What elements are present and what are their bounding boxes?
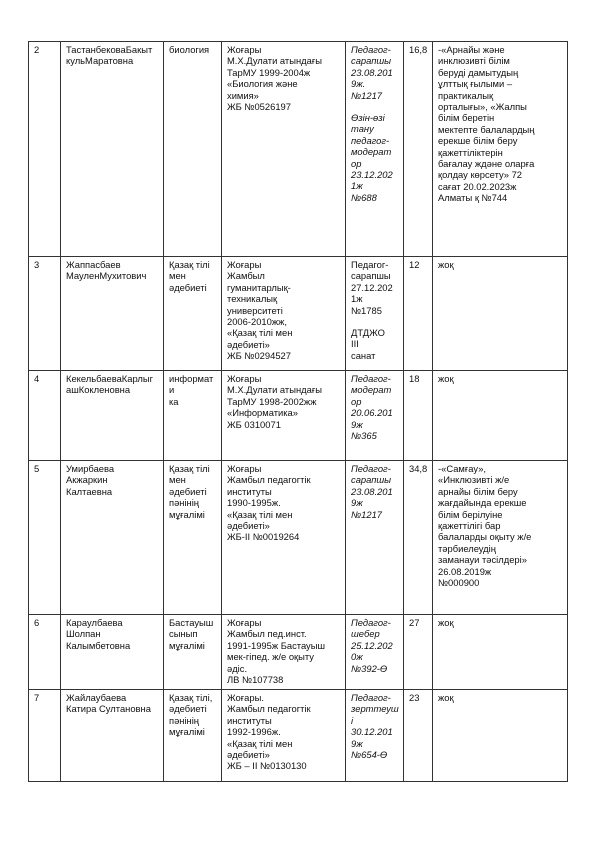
cell-line: пәнінің: [169, 714, 199, 726]
subject-cell: [164, 42, 222, 257]
category-cell: [346, 257, 404, 371]
cell-line: жоқ: [438, 617, 454, 628]
cell-line: Калымбетовна: [66, 639, 131, 651]
cell-line: Педагог-: [351, 463, 391, 474]
cell-line: жоқ: [438, 373, 454, 384]
table-row: [29, 257, 568, 371]
cell-line: химия»: [227, 89, 259, 101]
row-number-cell: 3: [29, 257, 61, 371]
subject-cell: [164, 615, 222, 690]
cell-line: санат: [351, 349, 376, 361]
cell-line: ТарМУ 1998-2002жж: [227, 395, 317, 407]
cell-line: ұлттық ғылыми –: [438, 78, 513, 90]
cell-line: мұғалімі: [169, 726, 205, 738]
category-gap: [351, 101, 399, 112]
cell-line: сарапшы: [351, 55, 392, 67]
cell-line: Жоғары: [227, 259, 262, 270]
cell-line: 1992-1996ж.: [227, 726, 281, 738]
cell-line: 1991-1995ж Бастауыш: [227, 639, 326, 651]
row-number-cell: 4: [29, 371, 61, 461]
cell-line: арнайы білім беру: [438, 485, 518, 497]
cell-line: Жоғары: [227, 44, 262, 55]
cell-line: әдебиеті»: [227, 338, 270, 350]
cell-line: ашКокленовна: [66, 384, 131, 396]
cell-line: «Информатика»: [227, 407, 298, 419]
courses-cell: [433, 615, 568, 690]
cell-line: әдебиеті»: [227, 749, 270, 761]
cell-line: Жоғары: [227, 463, 262, 474]
staff-table-body: [29, 42, 568, 782]
cell-line: Қазақ тілі,: [169, 692, 213, 703]
cell-line: Педагог-: [351, 373, 391, 384]
cell-line: гуманитарлық-: [227, 281, 291, 293]
cell-line: ЖБ – ІІ №0130130: [227, 760, 307, 772]
cell-line: Педагог-: [351, 692, 391, 703]
cell-line: №654-Ө: [351, 749, 388, 761]
row-number-cell: 7: [29, 690, 61, 782]
education-cell: [222, 690, 346, 782]
cell-line: ЖБ №0526197: [227, 101, 291, 113]
cell-line: білім берілуіне: [438, 508, 503, 520]
cell-line: 23.12.202: [351, 169, 393, 181]
cell-line: шебер: [351, 628, 380, 640]
cell-line: әдебиеті»: [227, 520, 270, 532]
cell-line: модерат: [351, 384, 392, 396]
category-cell: [346, 615, 404, 690]
cell-line: Жоғары: [227, 373, 262, 384]
cell-line: пәнінің: [169, 497, 199, 509]
cell-line: Катира Султановна: [66, 703, 151, 715]
table-row: [29, 615, 568, 690]
cell-line: «Қазақ тілі мен: [227, 737, 293, 749]
cell-line: техникалық: [227, 293, 278, 305]
cell-line: университеті: [227, 304, 283, 316]
row-number-cell: 5: [29, 461, 61, 615]
cell-line: Жамбыл педагогтік: [227, 703, 311, 715]
cell-line: педагог-: [351, 134, 390, 146]
cell-line: сағат 20.02.2023ж: [438, 180, 517, 192]
table-row: [29, 461, 568, 615]
cell-line: «Қазақ тілі мен: [227, 327, 293, 339]
cell-line: 1ж: [351, 293, 363, 305]
cell-line: білім беретін: [438, 112, 495, 124]
cell-line: КекельбаеваКарлыг: [66, 373, 154, 384]
cell-line: институты: [227, 714, 272, 726]
subject-cell: [164, 461, 222, 615]
table-row: [29, 42, 568, 257]
cell-line: Акжаркин: [66, 474, 108, 486]
cell-line: -«Арнайы және: [438, 44, 505, 55]
subject-cell: [164, 257, 222, 371]
cell-line: 23.08.201: [351, 66, 393, 78]
courses-cell: [433, 371, 568, 461]
table-row: [29, 690, 568, 782]
cell-line: 26.08.2019ж: [438, 565, 492, 577]
cell-line: орталығы», «Жалпы: [438, 101, 527, 113]
cell-line: №1217: [351, 508, 383, 520]
cell-line: ЛВ №107738: [227, 674, 284, 686]
cell-line: 27.12.202: [351, 281, 393, 293]
experience-cell: 23: [404, 690, 433, 782]
cell-line: инклюзивті білім: [438, 55, 510, 67]
teacher-name-cell: [61, 371, 164, 461]
cell-line: №1217: [351, 89, 383, 101]
experience-cell: 27: [404, 615, 433, 690]
cell-line: сынып: [169, 628, 198, 640]
teacher-name-cell: [61, 690, 164, 782]
teacher-name-cell: [61, 257, 164, 371]
cell-line: ТарМУ 1999-2004ж: [227, 66, 311, 78]
education-cell: [222, 461, 346, 615]
cell-line: №688: [351, 191, 377, 203]
category-cell: [346, 461, 404, 615]
cell-line: №1785: [351, 304, 382, 316]
cell-line: Жаппасбаев: [66, 259, 121, 270]
cell-line: қолдау көрсету» 72: [438, 169, 523, 181]
subject-cell: [164, 690, 222, 782]
cell-line: балаларды оқыту ж/е: [438, 531, 532, 543]
cell-line: «Биология және: [227, 78, 298, 90]
cell-line: мен: [169, 474, 186, 486]
cell-line: 23.08.201: [351, 485, 393, 497]
cell-line: сарапшы: [351, 474, 392, 486]
courses-cell: [433, 257, 568, 371]
cell-line: қажеттілігі бар: [438, 520, 501, 532]
cell-line: мен: [169, 270, 186, 282]
subject-cell: [164, 371, 222, 461]
cell-line: №000900: [438, 577, 480, 589]
cell-line: 1ж: [351, 180, 363, 192]
cell-line: Бастауыш: [169, 617, 214, 628]
cell-line: Жоғары: [227, 617, 262, 628]
cell-line: әдебиеті: [169, 485, 207, 497]
experience-cell: 12: [404, 257, 433, 371]
cell-line: мек-гіпед. ж/е оқыту: [227, 651, 314, 663]
cell-line: Педагог-: [351, 44, 391, 55]
cell-line: жағдайында ерекше: [438, 497, 527, 509]
cell-line: ерекше білім беру: [438, 135, 518, 147]
cell-line: ІІІ: [351, 338, 359, 350]
cell-line: Калтаевна: [66, 485, 113, 497]
table-row: [29, 371, 568, 461]
cell-line: ЖБ №0294527: [227, 350, 291, 362]
cell-line: 20.06.201: [351, 407, 393, 419]
cell-line: информати: [169, 373, 214, 396]
courses-cell: [433, 42, 568, 257]
cell-line: тану: [351, 123, 374, 135]
teacher-name-cell: [61, 615, 164, 690]
category-cell: [346, 42, 404, 257]
cell-line: модерат: [351, 146, 392, 158]
education-cell: [222, 615, 346, 690]
cell-line: қажеттіліктерін: [438, 146, 503, 158]
cell-line: Караулбаева: [66, 617, 123, 628]
cell-line: №392-Ө: [351, 662, 388, 674]
cell-line: Педагог-: [351, 259, 389, 270]
cell-line: Жайлаубаева: [66, 692, 127, 703]
cell-line: 9ж.: [351, 78, 366, 90]
cell-line: мектепте балалардың: [438, 123, 535, 135]
cell-line: «Қазақ тілі мен: [227, 508, 293, 520]
experience-cell: 34,8: [404, 461, 433, 615]
cell-line: №365: [351, 430, 377, 442]
cell-line: -«Самғау»,: [438, 463, 487, 474]
cell-line: ЖБ 0310071: [227, 418, 281, 430]
cell-line: мұғалімі: [169, 639, 205, 651]
cell-line: 9ж: [351, 418, 363, 430]
cell-line: сарапшы: [351, 270, 391, 282]
cell-line: Жамбыл пед.инст.: [227, 628, 307, 640]
category-gap: [351, 316, 399, 327]
cell-line: 1990-1995ж.: [227, 497, 281, 509]
row-number-cell: 6: [29, 615, 61, 690]
cell-line: Шолпан: [66, 628, 101, 640]
cell-line: Жамбыл: [227, 270, 265, 282]
cell-line: жоқ: [438, 692, 454, 703]
cell-line: Өзін-өзі: [351, 112, 385, 124]
cell-line: әдіс.: [227, 662, 248, 674]
cell-line: Умирбаева: [66, 463, 115, 474]
cell-line: беруді дамытудың: [438, 66, 519, 78]
cell-line: і: [351, 714, 354, 726]
cell-line: мұғалімі: [169, 508, 205, 520]
cell-line: ка: [169, 395, 179, 407]
cell-line: 9ж: [351, 737, 363, 749]
experience-cell: 18: [404, 371, 433, 461]
row-number-cell: 2: [29, 42, 61, 257]
cell-line: ДТДЖО: [351, 327, 385, 339]
cell-line: Жоғары.: [227, 692, 264, 703]
cell-line: М.Х.Дулати атындағы: [227, 384, 322, 396]
cell-line: ор: [351, 157, 362, 169]
cell-line: М.Х.Дулати атындағы: [227, 55, 322, 67]
category-cell: [346, 690, 404, 782]
experience-cell: 16,8: [404, 42, 433, 257]
cell-line: Қазақ тілі: [169, 463, 210, 474]
courses-cell: [433, 690, 568, 782]
courses-cell: [433, 461, 568, 615]
category-cell: [346, 371, 404, 461]
cell-line: биология: [169, 44, 210, 55]
cell-line: заманауи тәсілдері»: [438, 554, 527, 566]
education-cell: [222, 371, 346, 461]
cell-line: әдебиеті: [169, 281, 207, 293]
cell-line: Жамбыл педагогтік: [227, 474, 311, 486]
cell-line: 0ж: [351, 651, 363, 663]
teacher-name-cell: [61, 461, 164, 615]
cell-line: Педагог-: [351, 617, 391, 628]
cell-line: ор: [351, 395, 362, 407]
cell-line: практикалық: [438, 89, 494, 101]
cell-line: тәрбиелеудің: [438, 542, 496, 554]
cell-line: ТастанбековаБакыт: [66, 44, 153, 55]
cell-line: «Инклюзивті ж/е: [438, 474, 510, 486]
staff-table: [28, 41, 568, 782]
cell-line: 9ж: [351, 497, 363, 509]
cell-line: 2006-2010жж,: [227, 316, 287, 328]
cell-line: зерттеуш: [351, 703, 399, 715]
cell-line: Қазақ тілі: [169, 259, 210, 270]
cell-line: ЖБ-ІІ №0019264: [227, 531, 300, 543]
cell-line: жоқ: [438, 259, 454, 270]
education-cell: [222, 42, 346, 257]
teacher-name-cell: [61, 42, 164, 257]
education-cell: [222, 257, 346, 371]
cell-line: Алматы қ №744: [438, 192, 508, 204]
cell-line: бағалау ждәне оларға: [438, 158, 535, 170]
cell-line: кульМаратовна: [66, 55, 134, 67]
cell-line: әдебиеті: [169, 703, 207, 715]
cell-line: 25.12.202: [351, 639, 393, 651]
cell-line: МауленМухитович: [66, 270, 147, 282]
cell-line: 30.12.201: [351, 726, 393, 738]
cell-line: институты: [227, 485, 272, 497]
